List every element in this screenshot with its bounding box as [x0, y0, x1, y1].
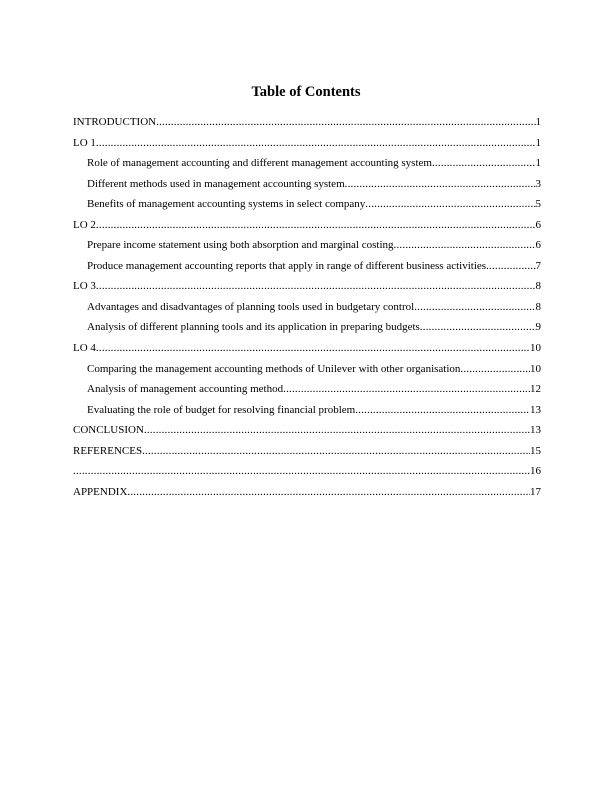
toc-dot-leader — [96, 276, 536, 297]
toc-dot-leader — [460, 359, 530, 380]
toc-entry-text: Benefits of management accounting systems in select company — [87, 198, 366, 211]
toc-page-number: 1 — [535, 157, 541, 170]
toc-page-number: 5 — [535, 198, 541, 211]
toc-page-number: 16 — [530, 465, 541, 478]
toc-entry-text: LO 1 — [73, 136, 96, 149]
toc-entry[interactable] — [73, 297, 541, 318]
toc-entry-text: LO 2 — [73, 218, 96, 231]
toc-dot-leader — [394, 235, 536, 256]
toc-dot-leader — [283, 379, 530, 400]
toc-dot-leader — [144, 420, 530, 441]
toc-page-number: 15 — [530, 444, 541, 457]
toc-entry[interactable] — [73, 359, 541, 380]
toc-entry-text: Comparing the management accounting methods of Unilever with other organisation — [87, 362, 461, 375]
toc-dot-leader — [345, 174, 536, 195]
toc-page-number: 8 — [535, 300, 541, 313]
toc-dot-leader — [156, 112, 535, 133]
toc-entry-text: Advantages and disadvantages of planning tools used in budgetary control — [87, 300, 415, 313]
toc-entry-text: CONCLUSION — [73, 424, 144, 437]
toc-entry[interactable] — [73, 482, 541, 503]
toc-entry-text: Produce management accounting reports that apply in range of different business activities — [87, 259, 487, 272]
toc-entry[interactable] — [73, 256, 541, 277]
toc-entry-text: Prepare income statement using both absorption and marginal costing — [87, 239, 394, 252]
toc-page-number: 6 — [535, 239, 541, 252]
toc-page-number: 12 — [530, 383, 541, 396]
toc-entry-text: Analysis of different planning tools and its application in preparing budgets — [87, 321, 420, 334]
toc-page-number: 1 — [535, 116, 541, 128]
toc-entry[interactable] — [73, 235, 541, 256]
toc-page-number: 1 — [535, 136, 541, 149]
toc-entry[interactable] — [73, 338, 541, 359]
toc-dot-leader — [414, 297, 535, 318]
toc-dot-leader — [432, 153, 536, 174]
toc-entry-text: APPENDIX — [73, 485, 128, 498]
toc-entry[interactable] — [73, 153, 541, 174]
toc-entry-text: REFERENCES — [73, 444, 143, 457]
toc-entry[interactable] — [73, 194, 541, 215]
toc-page-number: 10 — [530, 342, 541, 355]
toc-dot-leader — [96, 338, 530, 359]
toc-list — [73, 112, 541, 502]
toc-entry[interactable] — [73, 174, 541, 195]
toc-entry[interactable] — [73, 400, 541, 421]
toc-entry-text: LO 4 — [73, 342, 96, 355]
toc-entry[interactable] — [73, 379, 541, 400]
toc-entry[interactable] — [73, 215, 541, 236]
toc-dot-leader — [73, 461, 530, 482]
toc-entry[interactable] — [73, 317, 541, 338]
toc-dot-leader — [420, 317, 536, 338]
toc-page-number: 10 — [530, 362, 541, 375]
toc-entry[interactable] — [73, 461, 541, 482]
toc-page-number: 17 — [530, 485, 541, 498]
toc-entry[interactable] — [73, 441, 541, 462]
toc-dot-leader — [365, 194, 535, 215]
toc-page-number: 9 — [535, 321, 541, 334]
toc-page-number: 7 — [535, 259, 541, 272]
toc-entry[interactable] — [73, 112, 541, 133]
toc-dot-leader — [142, 441, 530, 462]
toc-entry[interactable] — [73, 276, 541, 297]
toc-dot-leader — [355, 400, 530, 421]
toc-entry-text: LO 3 — [73, 280, 96, 293]
toc-page-number: 3 — [535, 177, 541, 190]
toc-entry-text: Analysis of management accounting method — [87, 383, 284, 396]
toc-title: Table of Contents — [251, 84, 361, 100]
toc-page-number: 13 — [530, 403, 541, 416]
toc-dot-leader — [486, 256, 535, 277]
toc-dot-leader — [96, 215, 536, 236]
toc-entry-text: INTRODUCTION — [73, 116, 157, 128]
toc-entry-text: Evaluating the role of budget for resolving financial problem — [87, 403, 356, 416]
toc-entry[interactable] — [73, 420, 541, 441]
toc-entry[interactable] — [73, 133, 541, 154]
toc-page-number: 8 — [535, 280, 541, 293]
toc-dot-leader — [127, 482, 530, 503]
toc-dot-leader — [96, 133, 536, 154]
toc-entry-text: Role of management accounting and different management accounting system — [87, 157, 432, 170]
toc-page-number: 13 — [530, 424, 541, 437]
toc-page-number: 6 — [535, 218, 541, 231]
toc-entry-text: Different methods used in management accounting system — [87, 177, 345, 190]
